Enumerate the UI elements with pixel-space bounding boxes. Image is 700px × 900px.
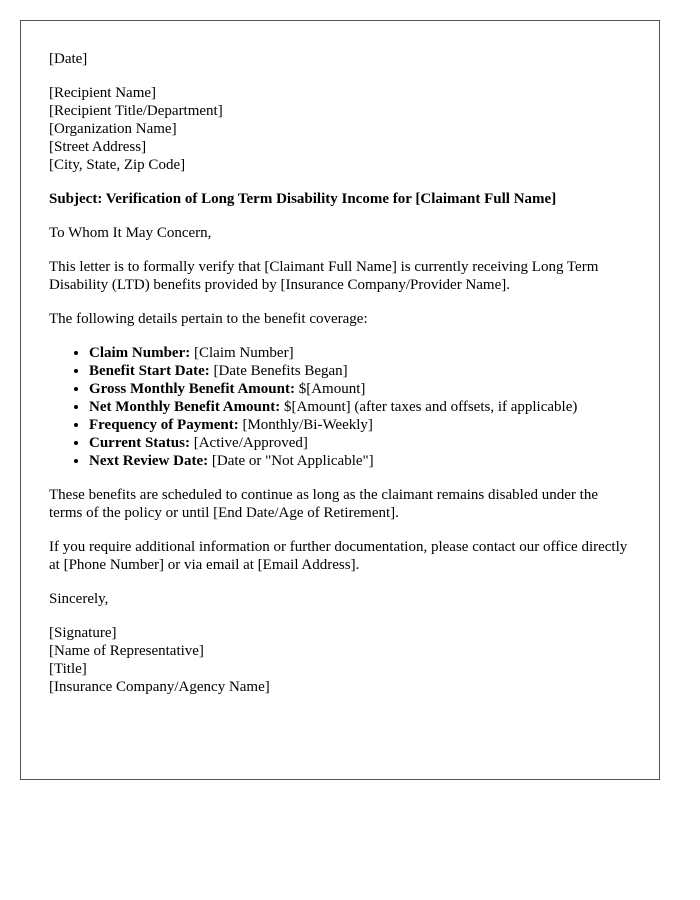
detail-claim-number <box>89 344 631 362</box>
closing: Sincerely, <box>49 591 109 607</box>
detail-value: [Monthly/Bi-Weekly] <box>238 417 373 433</box>
detail-value: [Claim Number] <box>190 345 294 361</box>
detail-next-review-date <box>89 452 631 470</box>
letter-page <box>20 20 660 780</box>
detail-term: Net Monthly Benefit Amount: <box>89 399 281 415</box>
date-block <box>49 50 631 68</box>
letter-date: [Date] <box>49 51 88 67</box>
recipient-title: [Recipient Title/Department] <box>49 103 223 119</box>
detail-value: [Active/Approved] <box>189 435 308 451</box>
detail-net-monthly-amount <box>89 398 631 416</box>
detail-current-status <box>89 434 631 452</box>
signature-line: [Signature] <box>49 625 117 641</box>
details-intro-paragraph: The following details pertain to the benefit coverage: <box>49 311 368 327</box>
detail-term: Benefit Start Date: <box>89 363 210 379</box>
company-name: [Insurance Company/Agency Name] <box>49 679 270 695</box>
recipient-organization: [Organization Name] <box>49 121 177 137</box>
representative-title: [Title] <box>49 661 87 677</box>
detail-value: $[Amount] <box>294 381 366 397</box>
recipient-city: [City, State, Zip Code] <box>49 157 186 173</box>
detail-term: Gross Monthly Benefit Amount: <box>89 381 295 397</box>
contact-paragraph: If you require additional information or further documentation, please contact our office directly at [Phone Number] or via email at [Email Address]. <box>49 539 628 573</box>
salutation: To Whom It May Concern, <box>49 225 212 241</box>
representative-name: [Name of Representative] <box>49 643 204 659</box>
detail-term: Frequency of Payment: <box>89 417 239 433</box>
detail-value: $[Amount] (after taxes and offsets, if applicable) <box>280 399 578 415</box>
detail-term: Claim Number: <box>89 345 191 361</box>
detail-gross-monthly-amount <box>89 380 631 398</box>
benefit-details-list <box>49 344 631 470</box>
detail-term: Current Status: <box>89 435 190 451</box>
signature-block <box>49 624 631 696</box>
detail-benefit-start-date <box>89 362 631 380</box>
recipient-address <box>49 84 631 174</box>
detail-payment-frequency <box>89 416 631 434</box>
subject-line: Subject: Verification of Long Term Disability Income for [Claimant Full Name] <box>49 191 557 207</box>
intro-paragraph: This letter is to formally verify that [Claimant Full Name] is currently receiving Long Term Disability (LTD) benefits provided by [Insurance Company/Provider Name]. <box>49 259 599 293</box>
recipient-street: [Street Address] <box>49 139 147 155</box>
detail-term: Next Review Date: <box>89 453 209 469</box>
detail-value: [Date or "Not Applicable"] <box>208 453 374 469</box>
recipient-name: [Recipient Name] <box>49 85 157 101</box>
continuation-paragraph: These benefits are scheduled to continue as long as the claimant remains disabled under the terms of the policy or until [End Date/Age of Retirement]. <box>49 487 598 521</box>
detail-value: [Date Benefits Began] <box>209 363 348 379</box>
